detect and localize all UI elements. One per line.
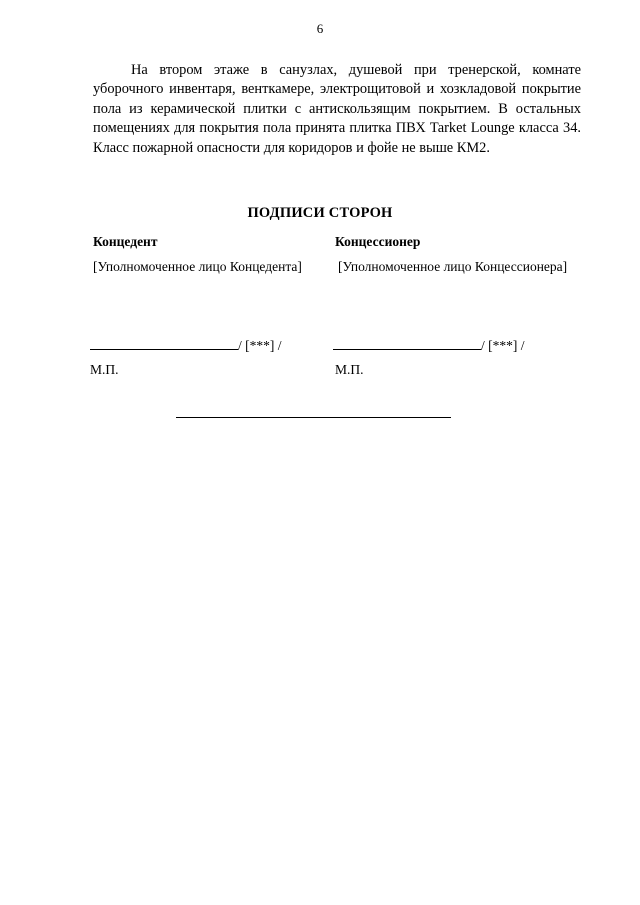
body-paragraph: На втором этаже в санузлах, душевой при тренерской, комнате уборочного инвентаря, венткамере, электрощитовой и хозкладовой покрытие пола из керамической плитки с антискользящим покрытием. В остальных помещениях для покрытия пола принята плитка ПВХ Tarket Lounge класса 34. Класс пожарной опасности для коридоров и фойе не выше КМ2. — [93, 62, 581, 156]
signatures-title: ПОДПИСИ СТОРОН — [247, 205, 393, 221]
concedent-signature-suffix: / [***] / — [238, 338, 282, 353]
concessionaire-signature-suffix: / [***] / — [481, 338, 525, 353]
concedent-stamp: М.П. — [90, 362, 119, 377]
concedent-signature-line — [90, 336, 282, 354]
concessionaire-stamp: М.П. — [335, 362, 364, 377]
concedent-signature-blank — [90, 336, 238, 350]
concedent-label: Концедент — [93, 234, 158, 249]
page-number: 6 — [316, 21, 324, 36]
concessionaire-label: Концессионер — [335, 234, 421, 249]
concessionaire-representative: [Уполномоченное лицо Концессионера] — [338, 259, 568, 274]
footer-divider — [176, 417, 451, 418]
concessionaire-signature-blank — [333, 336, 481, 350]
concessionaire-signature-line — [333, 336, 525, 354]
concedent-representative: [Уполномоченное лицо Концедента] — [93, 259, 302, 274]
